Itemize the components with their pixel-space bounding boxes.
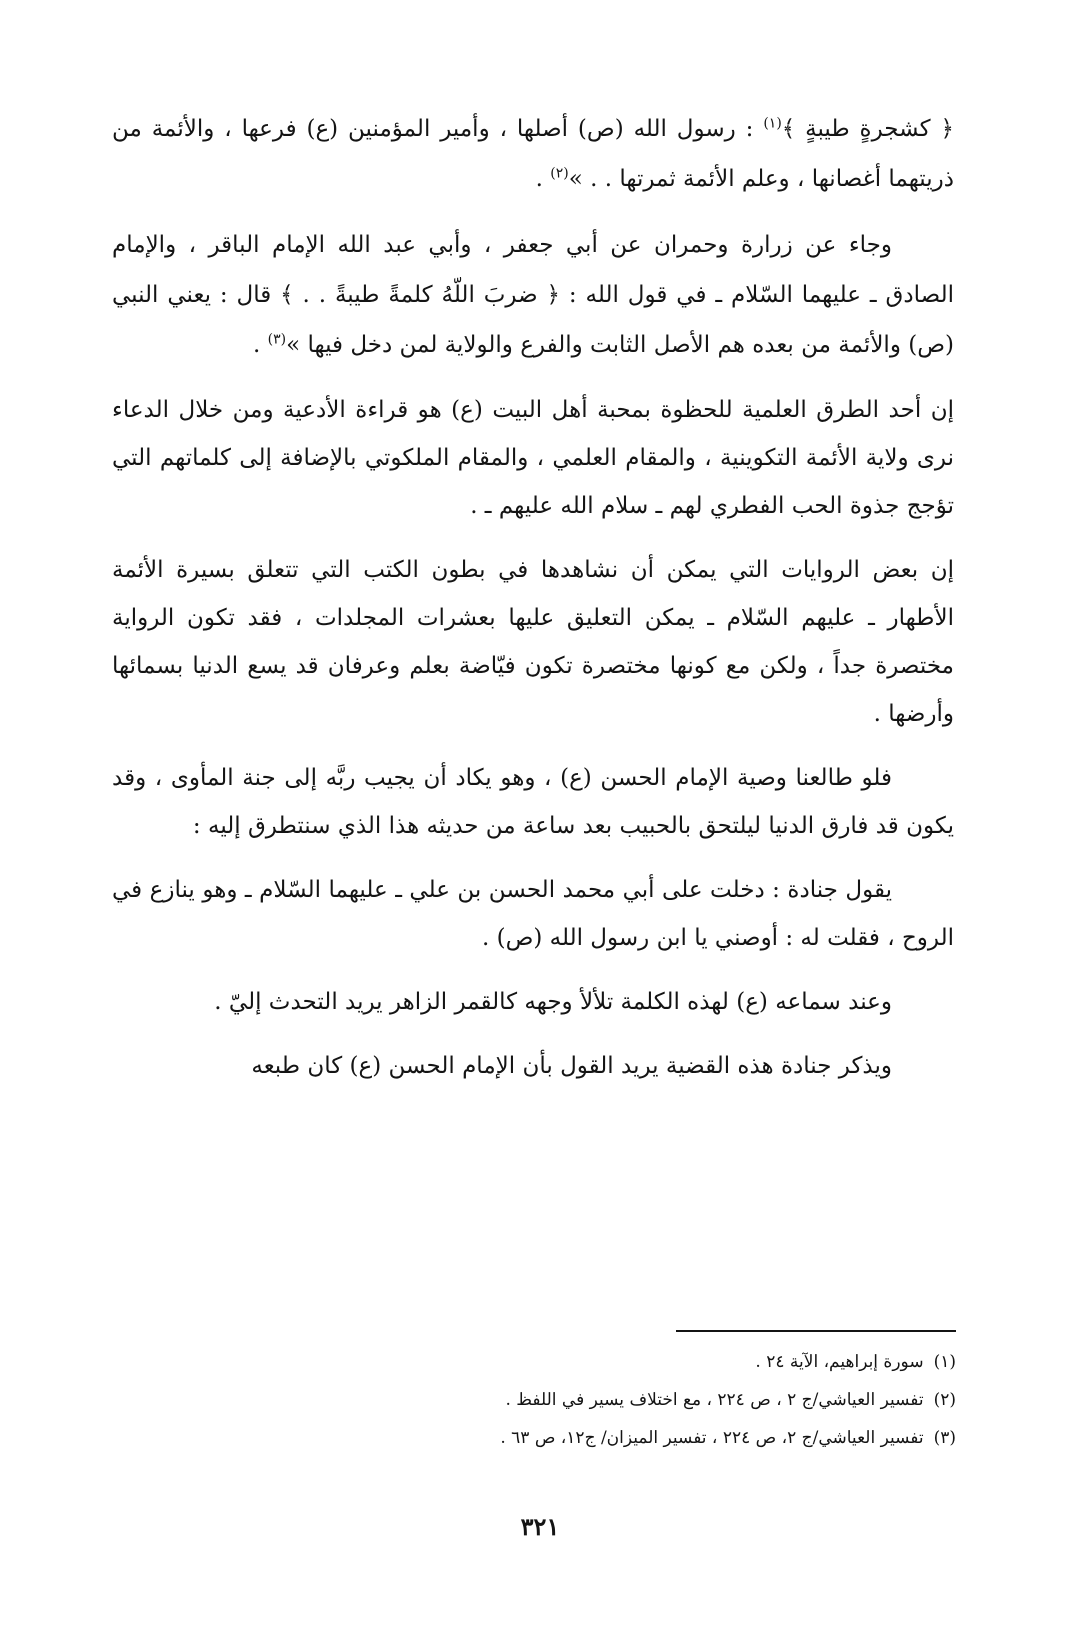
quran-quote: ﴿ كشجرةٍ طيبةٍ ﴾ xyxy=(781,116,954,142)
footnote-text: تفسير العياشي/ج ٢، ص ٢٢٤ ، تفسير الميزان/ ج١٢، ص ٦٣ . xyxy=(500,1428,924,1448)
footnote-3 xyxy=(300,1421,956,1455)
footnote-1 xyxy=(300,1345,956,1379)
footnote-number: (١) xyxy=(933,1352,956,1372)
footnote-text: تفسير العياشي/ج ٢ ، ص ٢٢٤ ، مع اختلاف يسير في اللفظ . xyxy=(505,1390,924,1410)
paragraph-8 xyxy=(112,1042,954,1090)
paragraph-text: وعند سماعه (ع) لهذه الكلمة تلألأ وجهه كالقمر الزاهر يريد التحدث إليّ . xyxy=(214,989,892,1015)
footnote-ref-2[interactable]: (٢) xyxy=(550,165,569,182)
paragraph-2 xyxy=(112,220,954,370)
footnote-number: (٢) xyxy=(933,1390,956,1410)
footnote-ref-3[interactable]: (٣) xyxy=(267,331,287,348)
paragraph-text: إن بعض الروايات التي يمكن أن نشاهدها في بطون الكتب التي تتعلق بسيرة الأئمة الأطهار ـ عليهم السّلام ـ يمكن التعليق عليها بعشرات المجلدات ، فقد تكون الرواية مختصرة جداً ، ولكن مع كونها مختصرة تكون فيّاضة بعلم وعرفان قد يسع الدنيا بسمائها وأرضها . xyxy=(112,557,954,727)
footnote-divider xyxy=(676,1330,956,1332)
paragraph-5 xyxy=(112,754,954,850)
paragraph-6 xyxy=(112,866,954,962)
footnote-2 xyxy=(300,1383,956,1417)
main-text xyxy=(112,104,954,1090)
footnotes xyxy=(300,1345,956,1459)
page-number: ٣٢١ xyxy=(520,1512,560,1541)
paragraph-tail: . xyxy=(253,332,268,358)
paragraph-1 xyxy=(112,104,954,204)
footnote-text: سورة إبراهيم، الآية ٢٤ . xyxy=(755,1352,924,1372)
paragraph-7 xyxy=(112,978,954,1026)
paragraph-text: ويذكر جنادة هذه القضية يريد القول بأن الإمام الحسن (ع) كان طبعه xyxy=(251,1053,892,1079)
paragraph-text: : رسول الله (ص) أصلها ، وأمير المؤمنين (ع) فرعها ، والأئمة من ذريتهما أغصانها ، وعلم الأئمة ثمرتها . . » xyxy=(112,116,954,192)
paragraph-text: يقول جنادة : دخلت على أبي محمد الحسن بن علي ـ عليهما السّلام ـ وهو ينازع في الروح ، فقلت له : أوصني يا ابن رسول الله (ص) . xyxy=(112,877,954,951)
paragraph-tail: . xyxy=(535,166,551,192)
paragraph-text: فلو طالعنا وصية الإمام الحسن (ع) ، وهو يكاد أن يجيب ربَّه إلى جنة المأوى ، وقد يكون قد فارق الدنيا ليلتحق بالحبيب بعد ساعة من حديثه هذا الذي سنتطرق إليه : xyxy=(112,765,954,839)
footnote-ref-1[interactable]: (١) xyxy=(763,115,782,132)
paragraph-text: إن أحد الطرق العلمية للحظوة بمحبة أهل البيت (ع) هو قراءة الأدعية ومن خلال الدعاء نرى ولاية الأئمة التكوينية ، والمقام العلمي ، والمقام الملكوتي بالإضافة إلى كلماتهم التي تؤجج جذوة الحب الفطري لهم ـ سلام الله عليهم ـ . xyxy=(112,397,954,519)
paragraph-text: وجاء عن زرارة وحمران عن أبي جعفر ، وأبي عبد الله الإمام الباقر ، والإمام الصادق ـ عليهما السّلام ـ في قول الله : ﴿ ضربَ اللّهُ كلمةً طيبةً . . ﴾ قال : يعني النبي (ص) والأئمة من بعده هم الأصل الثابت والفرع والولاية لمن دخل فيها » xyxy=(112,232,954,358)
paragraph-3 xyxy=(112,386,954,530)
footnote-number: (٣) xyxy=(933,1428,956,1448)
paragraph-4 xyxy=(112,546,954,738)
